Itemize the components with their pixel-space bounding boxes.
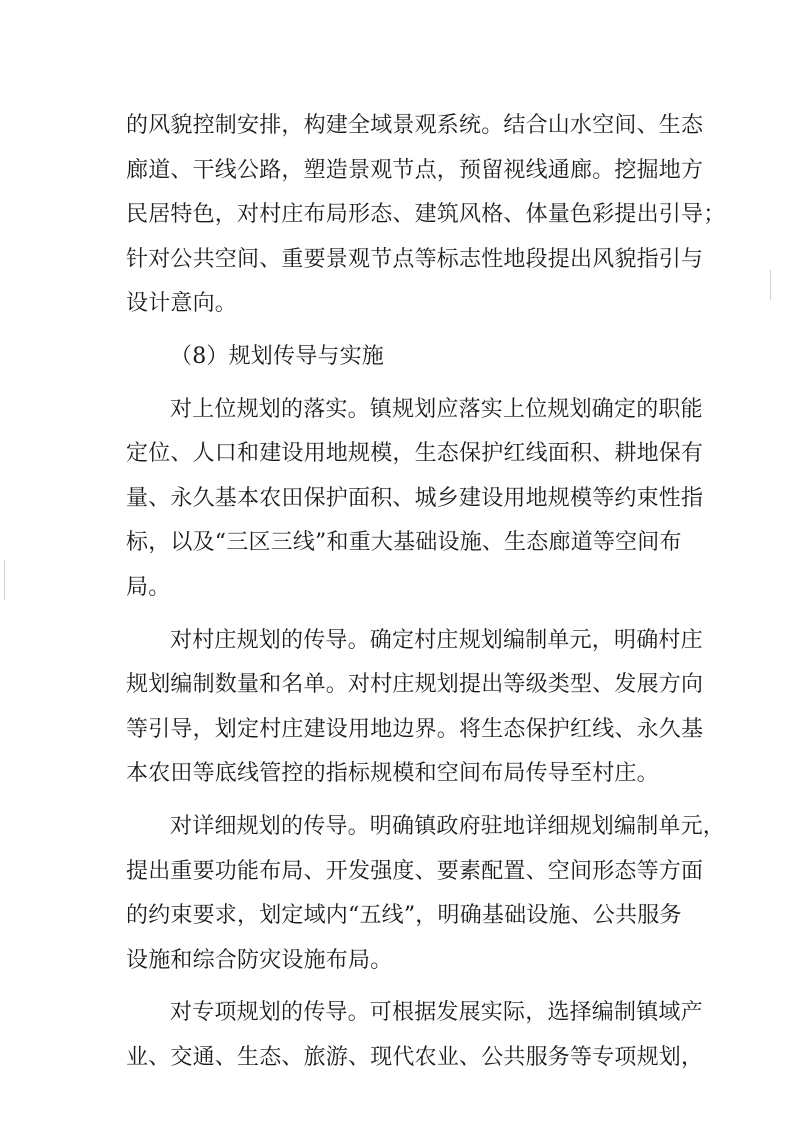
text-line: 量、永久基本农田保护面积、城乡建设用地规模等约束性指 — [126, 485, 704, 511]
paragraph-first-line: 对专项规划的传导。可根据发展实际，选择编制镇域产 — [170, 1000, 703, 1026]
scan-edge-mark — [4, 560, 5, 600]
paragraph-first-line: 对详细规划的传导。明确镇政府驻地详细规划编制单元， — [170, 813, 726, 839]
text-line: 本农田等底线管控的指标规模和空间布局传导至村庄。 — [126, 761, 659, 787]
section-heading: （8）规划传导与实施 — [170, 343, 384, 369]
text-line: 设计意向。 — [126, 291, 238, 317]
text-line: 廊道、干线公路，塑造景观节点，预留视线通廊。挖掘地方 — [126, 157, 704, 183]
text-line: 局。 — [126, 574, 171, 600]
body-text — [126, 104, 726, 1080]
paragraph-first-line: 对上位规划的落实。镇规划应落实上位规划确定的职能 — [170, 396, 703, 422]
text-line: 的风貌控制安排，构建全域景观系统。结合山水空间、生态 — [126, 113, 704, 138]
text-line: 的约束要求，划定域内“五线”，明确基础设施、公共服务 — [126, 903, 682, 929]
text-line: 针对公共空间、重要景观节点等标志性地段提出风貌指引与 — [126, 246, 704, 272]
text-line: 民居特色，对村庄布局形态、建筑风格、体量色彩提出引导； — [126, 202, 726, 228]
paragraph-first-line: 对村庄规划的传导。确定村庄规划编制单元，明确村庄 — [170, 627, 703, 653]
text-line: 业、交通、生态、旅游、现代农业、公共服务等专项规划， — [126, 1044, 704, 1070]
text-line: 标，以及“三区三线”和重大基础设施、生态廊道等空间布 — [126, 530, 682, 556]
text-line: 规划编制数量和名单。对村庄规划提出等级类型、发展方向 — [126, 672, 704, 698]
text-line: 设施和综合防灾设施布局。 — [126, 947, 393, 973]
text-line: 提出重要功能布局、开发强度、要素配置、空间形态等方面 — [126, 858, 704, 884]
text-line: 等引导，划定村庄建设用地边界。将生态保护红线、永久基 — [126, 716, 704, 742]
text-line: 定位、人口和建设用地规模，生态保护红线面积、耕地保有 — [126, 441, 704, 467]
scan-edge-mark — [770, 270, 771, 300]
